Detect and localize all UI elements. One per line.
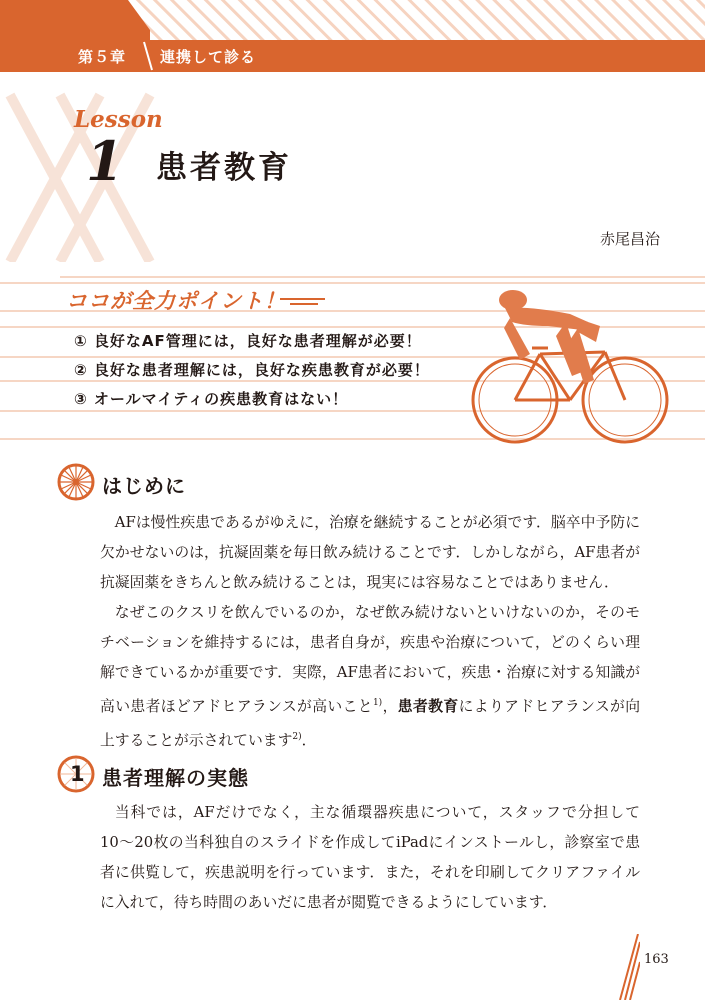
point-item-1: ① 良好なAF管理には，良好な患者理解が必要！ [74,332,422,350]
point-item-2: ② 良好な患者理解には，良好な疾患教育が必要！ [74,361,430,379]
wheel-icon [56,462,96,502]
intro-paragraph-1: AFは慢性疾患であるがゆえに，治療を継続することが必須です．脳卒中予防に欠かせないのは，抗凝固薬を毎日飲み続けることです．しかしながら，AF患者が抗凝固薬をきちんと飲み続けることは，現実には容易なことではありません． [100,514,640,591]
section-1-paragraph-1: 当科では，AFだけでなく，主な循環器疾患について，スタッフで分担して10〜20枚の当科独自のスライドを作成してiPadにインストールし，診察室で患者に供覧して，疾患説明を行っています．また，それを印刷してクリアファイルに入れて，待ち時間のあいだに患者が閲覧できるようにしています． [100,804,640,911]
author-name: 赤尾昌治 [599,230,660,248]
intro-paragraph-2: なぜこのクスリを飲んでいるのか，なぜ飲み続けないといけないのか，そのモチベーションを維持するには，患者自身が，疾患や治療について，どのくらい理解できているかが重要です．実際，AF患者において，疾患・治療に対する知識が高い患者ほどアドヒアランスが高いこと$^{1)}$，患者教育によりアドヒアランスが向上することが示されています$^{2)}$． [100,604,640,749]
section-1-title: 患者理解の実態 [102,766,249,790]
points-heading: ココが全力ポイント！ [66,289,286,313]
page-number: 163 [644,952,669,967]
chapter-label: 第５章 [78,48,127,66]
point-item-3: ③ オールマイティの疾患教育はない！ [74,390,349,408]
cyclist-illustration [470,282,675,454]
section-1-number: 1 [70,762,86,786]
intro-body [100,508,640,756]
chapter-title: 連携して診る [160,48,257,66]
lesson-word: Lesson [74,106,163,133]
lesson-title: 患者教育 [156,150,292,186]
intro-title: はじめに [102,474,186,498]
footer-stripes [618,934,640,1000]
lesson-number: 1 [86,129,124,193]
section-1-body [100,798,640,918]
